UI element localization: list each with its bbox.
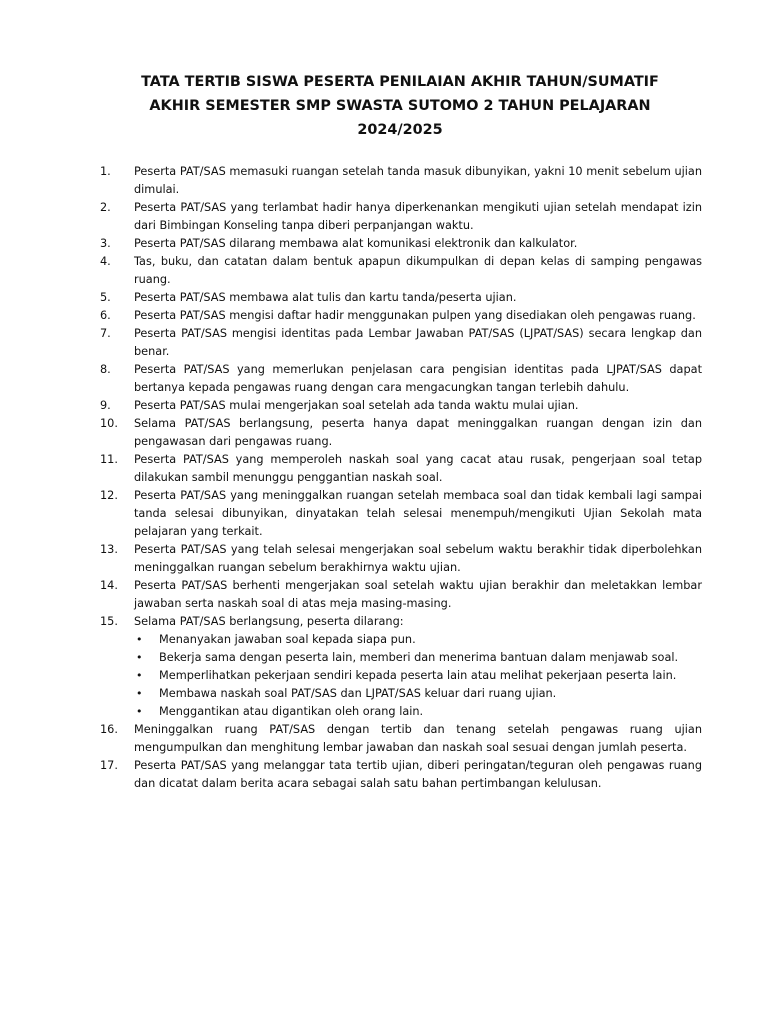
- rule-text: Peserta PAT/SAS yang meninggalkan ruangan setelah membaca soal dan tidak kembali lagi sampai tanda selesai dibunyikan, dinyatakan telah selesai menempuh/mengikuti Ujian Sekolah mata pelajaran yang terkait.: [134, 489, 702, 538]
- rule-text: Peserta PAT/SAS yang telah selesai mengerjakan soal sebelum waktu berakhir tidak diperbolehkan meninggalkan ruangan sebelum berakhirnya waktu ujian.: [134, 543, 702, 574]
- rule-number: 5.: [100, 291, 111, 304]
- rule-text: Peserta PAT/SAS mulai mengerjakan soal setelah ada tanda waktu mulai ujian.: [134, 399, 579, 412]
- rule-text: Peserta PAT/SAS membawa alat tulis dan kartu tanda/peserta ujian.: [134, 291, 517, 304]
- rule-number: 3.: [100, 237, 111, 250]
- rule-number: 14.: [100, 579, 118, 592]
- rule-item-1: [100, 163, 702, 199]
- rule-number: 7.: [100, 327, 111, 340]
- rule-text: Peserta PAT/SAS berhenti mengerjakan soal setelah waktu ujian berakhir dan meletakkan lembar jawaban serta naskah soal di atas meja masing-masing.: [134, 579, 702, 610]
- prohibition-text: Menanyakan jawaban soal kepada siapa pun.: [159, 633, 416, 646]
- rule-number: 6.: [100, 309, 111, 322]
- rule-text: Peserta PAT/SAS dilarang membawa alat komunikasi elektronik dan kalkulator.: [134, 237, 578, 250]
- bullet-icon: •: [136, 687, 143, 700]
- rule-number: 17.: [100, 759, 118, 772]
- bullet-icon: •: [136, 705, 143, 718]
- prohibition-item: [134, 685, 702, 703]
- prohibition-text: Membawa naskah soal PAT/SAS dan LJPAT/SAS keluar dari ruang ujian.: [159, 687, 557, 700]
- rule-number: 4.: [100, 255, 111, 268]
- rule-text: Selama PAT/SAS berlangsung, peserta dilarang:: [134, 615, 404, 628]
- rule-text: Peserta PAT/SAS yang melanggar tata tertib ujian, diberi peringatan/teguran oleh pengawas ruang dan dicatat dalam berita acara sebagai salah satu bahan pertimbangan kelulusan.: [134, 759, 702, 790]
- rule-text: Meninggalkan ruang PAT/SAS dengan tertib dan tenang setelah pengawas ruang ujian mengumpulkan dan menghitung lembar jawaban dan naskah soal sesuai dengan jumlah peserta.: [134, 723, 702, 754]
- rule-text: Peserta PAT/SAS mengisi daftar hadir menggunakan pulpen yang disediakan oleh pengawas ruang.: [134, 309, 696, 322]
- rule-item-11: [100, 451, 702, 487]
- prohibition-text: Menggantikan atau digantikan oleh orang lain.: [159, 705, 424, 718]
- prohibition-text: Memperlihatkan pekerjaan sendiri kepada peserta lain atau melihat pekerjaan peserta lain.: [159, 669, 677, 682]
- rule-item-5: [100, 289, 702, 307]
- bullet-icon: •: [136, 633, 143, 646]
- rule-item-14: [100, 577, 702, 613]
- rule-item-17: [100, 757, 702, 793]
- rule-number: 10.: [100, 417, 118, 430]
- prohibition-item: [134, 667, 702, 685]
- document-title: [100, 70, 700, 142]
- prohibition-list: [134, 631, 702, 721]
- rule-item-15: [100, 613, 702, 721]
- rule-item-2: [100, 199, 702, 235]
- rule-item-16: [100, 721, 702, 757]
- rule-text: Selama PAT/SAS berlangsung, peserta hanya dapat meninggalkan ruangan dengan izin dan pengawasan dari pengawas ruang.: [134, 417, 702, 448]
- title-line-1: TATA TERTIB SISWA PESERTA PENILAIAN AKHIR TAHUN/SUMATIF: [141, 74, 659, 90]
- prohibition-item: [134, 703, 702, 721]
- rule-item-6: [100, 307, 702, 325]
- title-line-3: 2024/2025: [357, 122, 443, 138]
- rule-item-13: [100, 541, 702, 577]
- rule-text: Peserta PAT/SAS yang memerlukan penjelasan cara pengisian identitas pada LJPAT/SAS dapat bertanya kepada pengawas ruang dengan cara mengacungkan tangan terlebih dahulu.: [134, 363, 702, 394]
- bullet-icon: •: [136, 651, 143, 664]
- rule-text: Peserta PAT/SAS memasuki ruangan setelah tanda masuk dibunyikan, yakni 10 menit sebelum ujian dimulai.: [134, 165, 702, 196]
- rules-list: [100, 163, 702, 793]
- rule-number: 9.: [100, 399, 111, 412]
- rule-number: 1.: [100, 165, 111, 178]
- rule-text: Peserta PAT/SAS mengisi identitas pada Lembar Jawaban PAT/SAS (LJPAT/SAS) secara lengkap dan benar.: [134, 327, 702, 358]
- rule-number: 12.: [100, 489, 118, 502]
- rule-item-8: [100, 361, 702, 397]
- title-line-2: AKHIR SEMESTER SMP SWASTA SUTOMO 2 TAHUN PELAJARAN: [149, 98, 651, 114]
- rule-number: 16.: [100, 723, 118, 736]
- rule-text: Tas, buku, dan catatan dalam bentuk apapun dikumpulkan di depan kelas di samping pengawas ruang.: [134, 255, 702, 286]
- rule-number: 2.: [100, 201, 111, 214]
- rule-item-3: [100, 235, 702, 253]
- rule-item-7: [100, 325, 702, 361]
- rule-item-4: [100, 253, 702, 289]
- rule-text: Peserta PAT/SAS yang terlambat hadir hanya diperkenankan mengikuti ujian setelah mendapat izin dari Bimbingan Konseling tanpa diberi perpanjangan waktu.: [134, 201, 702, 232]
- rule-item-9: [100, 397, 702, 415]
- prohibition-item: [134, 649, 702, 667]
- rule-number: 13.: [100, 543, 118, 556]
- rule-text: Peserta PAT/SAS yang memperoleh naskah soal yang cacat atau rusak, pengerjaan soal tetap dilakukan sambil menunggu penggantian naskah soal.: [134, 453, 702, 484]
- rule-number: 11.: [100, 453, 118, 466]
- rule-number: 15.: [100, 615, 118, 628]
- rule-number: 8.: [100, 363, 111, 376]
- prohibition-text: Bekerja sama dengan peserta lain, memberi dan menerima bantuan dalam menjawab soal.: [159, 651, 679, 664]
- rule-item-10: [100, 415, 702, 451]
- prohibition-item: [134, 631, 702, 649]
- rule-item-12: [100, 487, 702, 541]
- bullet-icon: •: [136, 669, 143, 682]
